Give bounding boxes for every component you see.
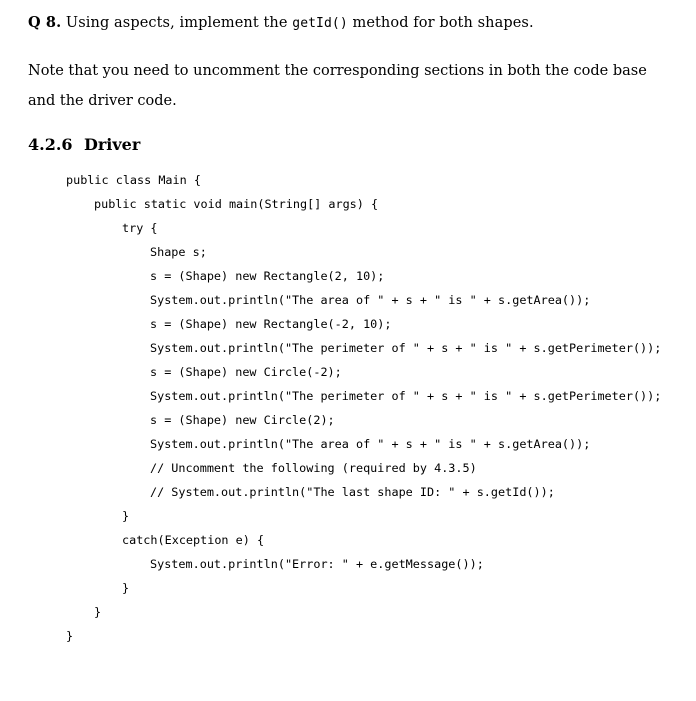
note-paragraph: Note that you need to uncomment the corresponding sections in both the code base and the driver code. bbox=[28, 63, 647, 109]
code-line: try { bbox=[122, 221, 158, 235]
code-line: } bbox=[122, 509, 130, 523]
section-title: Driver bbox=[84, 135, 141, 154]
code-comment-line: // Uncomment the following (required by 4.3.5) bbox=[150, 461, 477, 475]
code-line: s = (Shape) new Circle(2); bbox=[150, 413, 335, 427]
code-line: s = (Shape) new Rectangle(2, 10); bbox=[150, 269, 385, 283]
code-line: } bbox=[122, 581, 130, 595]
code-line: System.out.println("The perimeter of " + s + " is " + s.getPerimeter()); bbox=[150, 389, 662, 403]
code-comment-line: // System.out.println("The last shape ID: " + s.getId()); bbox=[150, 485, 555, 499]
code-line: public static void main(String[] args) { bbox=[94, 197, 379, 211]
code-line: System.out.println("The area of " + s + " is " + s.getArea()); bbox=[150, 293, 591, 307]
question-text-after: method for both shapes. bbox=[347, 15, 534, 31]
question-number: Q 8. bbox=[28, 14, 62, 31]
code-line: System.out.println("The area of " + s + " is " + s.getArea()); bbox=[150, 437, 591, 451]
section-number: 4.2.6 bbox=[28, 135, 73, 154]
code-line: System.out.println("The perimeter of " + s + " is " + s.getPerimeter()); bbox=[150, 341, 662, 355]
code-line: System.out.println("Error: " + e.getMessage()); bbox=[150, 557, 484, 571]
question-text-before: Using aspects, implement the bbox=[61, 15, 293, 31]
code-line: Shape s; bbox=[150, 245, 207, 259]
code-line: } bbox=[94, 605, 102, 619]
code-line: } bbox=[66, 629, 74, 643]
code-line: s = (Shape) new Rectangle(-2, 10); bbox=[150, 317, 392, 331]
code-line: public class Main { bbox=[66, 173, 201, 187]
section-heading bbox=[28, 135, 140, 154]
code-line: s = (Shape) new Circle(-2); bbox=[150, 365, 342, 379]
method-name: getId() bbox=[292, 16, 348, 31]
question-8 bbox=[28, 14, 534, 31]
code-line: catch(Exception e) { bbox=[122, 533, 265, 547]
